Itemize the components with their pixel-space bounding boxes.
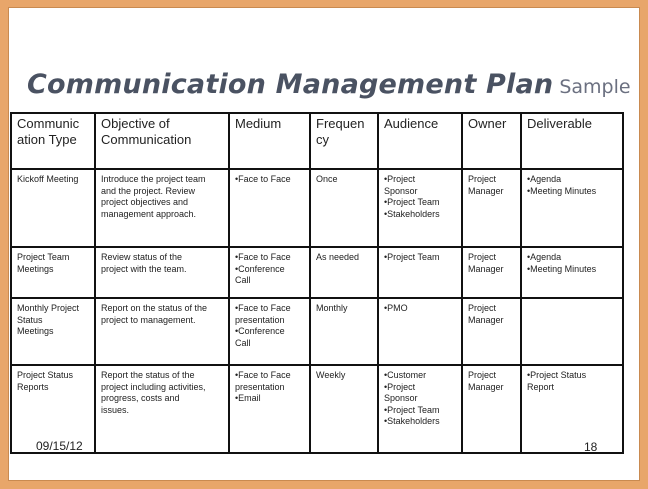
cell-text: Monthly — [316, 303, 348, 313]
table-row — [11, 247, 623, 298]
header-objective — [95, 113, 229, 169]
cell-text: Once — [316, 174, 338, 184]
cell-frequency — [310, 169, 378, 247]
header-text: Communication — [101, 132, 192, 147]
cell-text: Reports — [17, 381, 49, 392]
cell-text: •Agenda — [527, 174, 562, 184]
cell-objective — [95, 247, 229, 298]
cell-deliverable — [521, 298, 623, 365]
cell-text: •Conference — [235, 326, 285, 336]
cell-medium — [229, 169, 310, 247]
cell-text: presentation — [235, 314, 285, 325]
cell-text: •Meeting Minutes — [527, 263, 597, 274]
cell-objective — [95, 365, 229, 453]
cell-objective — [95, 169, 229, 247]
cell-owner — [462, 298, 521, 365]
cell-text: Manager — [468, 381, 504, 392]
cell-frequency — [310, 365, 378, 453]
cell-text: •Face to Face — [235, 174, 291, 184]
cell-text: Manager — [468, 185, 504, 196]
cell-text: Meetings — [17, 326, 54, 336]
cell-text: •Project — [384, 174, 416, 184]
cell-text: •Project — [384, 381, 416, 392]
cell-text: •Stakeholders — [384, 416, 440, 426]
communication-plan-table — [10, 112, 624, 454]
table-row — [11, 169, 623, 247]
cell-text: Call — [235, 337, 251, 348]
header-text: Communic — [17, 116, 80, 131]
cell-text: Project Status — [17, 370, 74, 380]
cell-text: •Face to Face — [235, 303, 291, 313]
title-main: Communication Management Plan — [27, 69, 554, 100]
cell-deliverable — [521, 169, 623, 247]
cell-audience — [378, 247, 462, 298]
cell-communication-type — [11, 247, 95, 298]
page-number: 18 — [584, 440, 598, 454]
header-medium — [229, 113, 310, 169]
cell-text: •Conference — [235, 263, 285, 274]
cell-text: Introduce the project team — [101, 174, 206, 184]
cell-text: Monthly Project — [17, 303, 80, 313]
cell-text: Project — [468, 174, 497, 184]
cell-text: •Project Status — [527, 370, 587, 380]
cell-text: and the project. Review — [101, 185, 196, 196]
cell-owner — [462, 365, 521, 453]
header-text: cy — [316, 132, 329, 147]
cell-text: issues. — [101, 404, 130, 415]
cell-text: •Stakeholders — [384, 208, 440, 219]
cell-text: Project — [468, 303, 497, 313]
cell-medium — [229, 298, 310, 365]
cell-frequency — [310, 247, 378, 298]
header-text: Frequen — [316, 116, 365, 131]
cell-text: •Project Team — [384, 404, 440, 415]
cell-text: Manager — [468, 263, 504, 274]
header-deliverable — [521, 113, 623, 169]
cell-audience — [378, 298, 462, 365]
cell-frequency — [310, 298, 378, 365]
header-row — [11, 113, 623, 169]
cell-audience — [378, 169, 462, 247]
slide-title — [27, 69, 631, 100]
cell-medium — [229, 247, 310, 298]
cell-text: Status — [17, 314, 43, 325]
cell-text: progress, costs and — [101, 393, 180, 403]
cell-text: project to management. — [101, 314, 196, 325]
header-communication-type — [11, 113, 95, 169]
cell-text: project including activities, — [101, 381, 206, 392]
cell-text: Weekly — [316, 370, 346, 380]
cell-owner — [462, 169, 521, 247]
cell-text: Meetings — [17, 263, 54, 274]
header-text: Medium — [235, 116, 282, 131]
table-row — [11, 298, 623, 365]
cell-deliverable — [521, 365, 623, 453]
cell-text: Report — [527, 381, 555, 392]
header-text: Audience — [384, 116, 439, 131]
cell-text: Project — [468, 370, 497, 380]
cell-text: Sponsor — [384, 393, 418, 403]
cell-text: As needed — [316, 252, 360, 262]
title-sub: Sample — [559, 76, 631, 98]
cell-text: •Face to Face — [235, 370, 291, 380]
cell-owner — [462, 247, 521, 298]
cell-text: •Email — [235, 393, 261, 403]
cell-text: Project — [468, 252, 497, 262]
cell-text: presentation — [235, 381, 285, 392]
footer-date: 09/15/12 — [36, 439, 83, 453]
cell-text: •Project Team — [384, 197, 440, 207]
header-frequency — [310, 113, 378, 169]
cell-text: Manager — [468, 314, 504, 325]
cell-communication-type — [11, 298, 95, 365]
header-audience — [378, 113, 462, 169]
cell-text: •Meeting Minutes — [527, 185, 597, 196]
cell-text: Report the status of the — [101, 370, 195, 380]
header-text: Objective of — [101, 116, 170, 131]
cell-text: Report on the status of the — [101, 303, 208, 313]
header-text: ation Type — [17, 132, 77, 147]
cell-text: Sponsor — [384, 185, 418, 196]
table-row — [11, 365, 623, 453]
cell-text: management approach. — [101, 208, 197, 219]
header-owner — [462, 113, 521, 169]
cell-deliverable — [521, 247, 623, 298]
cell-text: •PMO — [384, 303, 408, 313]
cell-text: Project Team — [17, 252, 70, 262]
cell-text: Kickoff Meeting — [17, 174, 79, 184]
header-text: Deliverable — [527, 116, 593, 131]
cell-text: Call — [235, 275, 251, 285]
cell-audience — [378, 365, 462, 453]
cell-text: •Agenda — [527, 252, 562, 262]
cell-medium — [229, 365, 310, 453]
cell-text: •Project Team — [384, 252, 440, 262]
cell-text: •Face to Face — [235, 252, 291, 262]
cell-text: project with the team. — [101, 263, 187, 274]
cell-text: Review status of the — [101, 252, 183, 262]
cell-objective — [95, 298, 229, 365]
header-text: Owner — [468, 116, 507, 131]
cell-text: project objectives and — [101, 197, 189, 207]
cell-communication-type — [11, 169, 95, 247]
cell-text: •Customer — [384, 370, 427, 380]
